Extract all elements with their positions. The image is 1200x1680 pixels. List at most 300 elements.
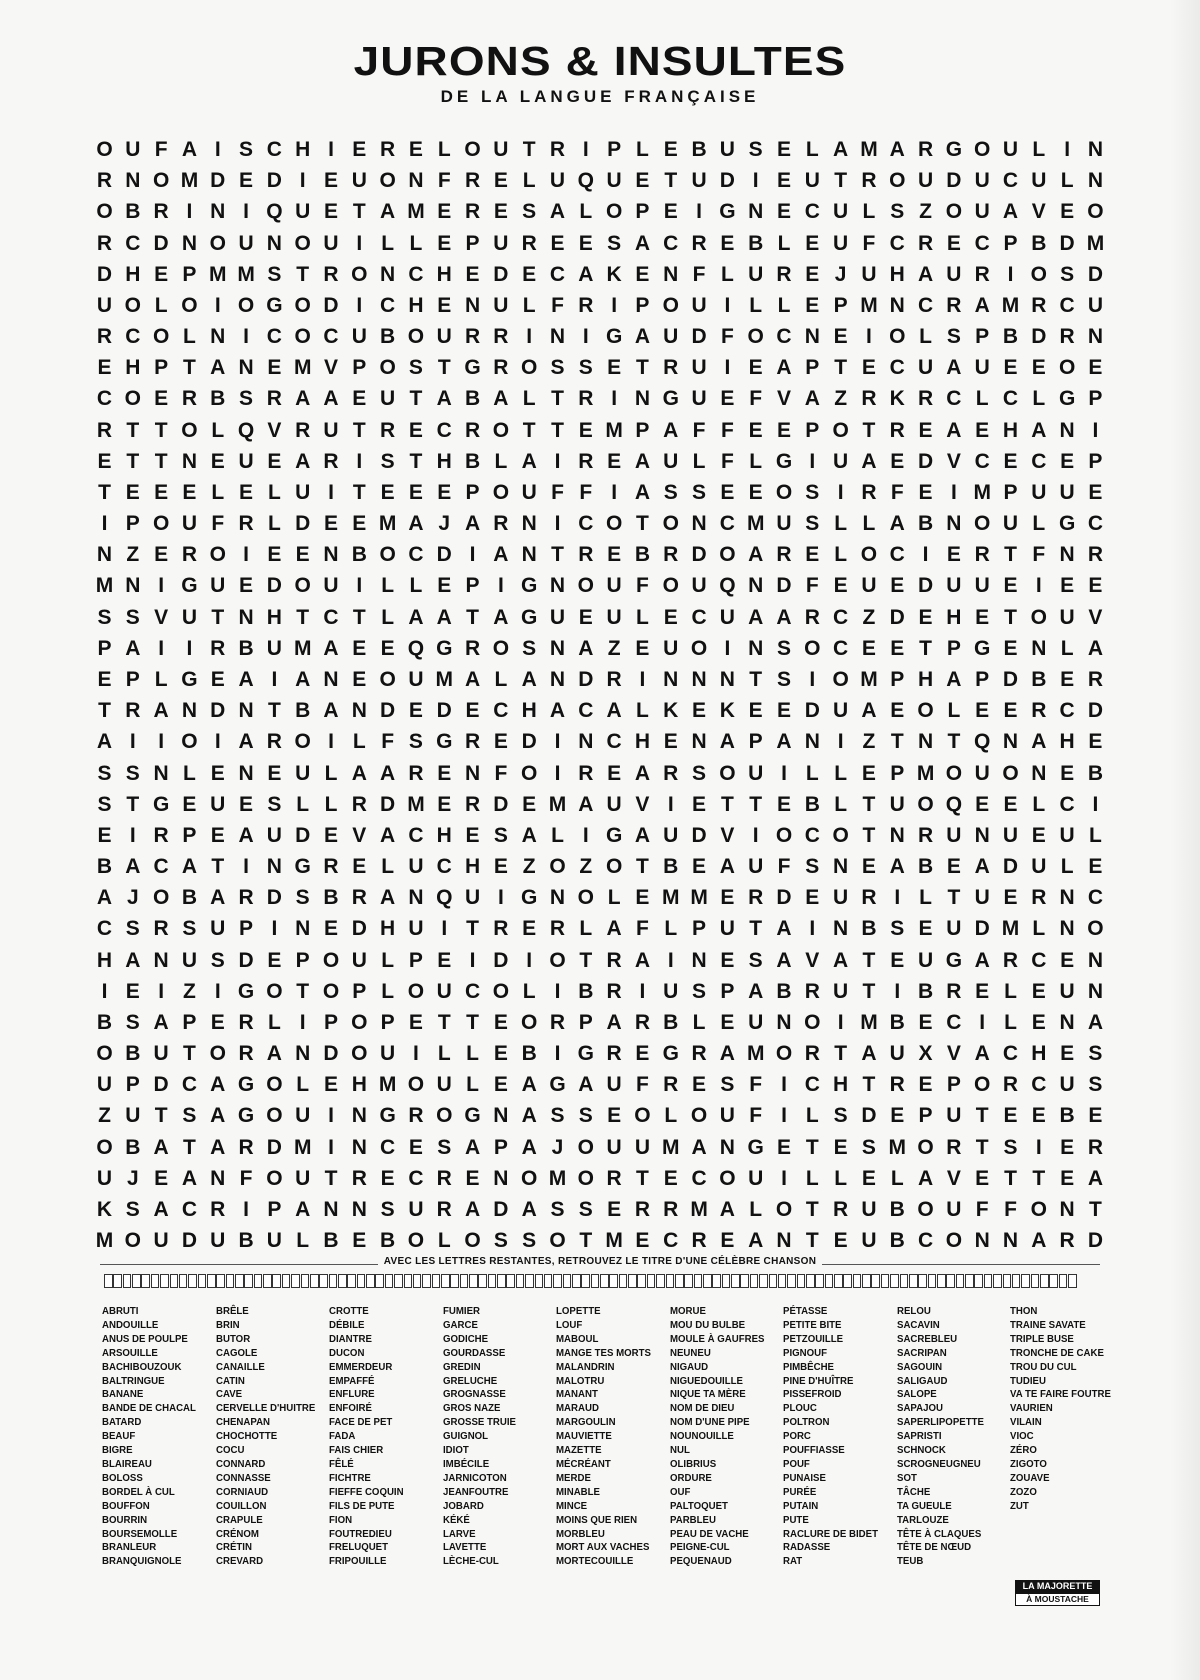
answer-box[interactable] — [619, 1274, 628, 1288]
grid-letter: S — [550, 1197, 565, 1221]
answer-box[interactable] — [404, 1274, 413, 1288]
answer-box[interactable] — [310, 1274, 319, 1288]
answer-box[interactable] — [825, 1274, 834, 1288]
answer-box[interactable] — [478, 1274, 487, 1288]
grid-letter: E — [1031, 1010, 1046, 1034]
grid-letter: A — [436, 605, 452, 629]
word-list-item: TRAINE SAVATE — [1010, 1318, 1086, 1331]
word-list-item: COUILLON — [215, 1499, 266, 1512]
grid-letter: S — [890, 200, 905, 224]
grid-letter: E — [1003, 886, 1018, 910]
grid-letter: R — [691, 1229, 707, 1253]
grid-letter: N — [408, 169, 424, 193]
answer-box[interactable] — [1049, 1274, 1058, 1288]
grid-letter: D — [436, 543, 452, 567]
grid-letter: D — [153, 231, 169, 255]
grid-letter: U — [663, 979, 679, 1003]
word-list-column — [216, 1305, 328, 1569]
answer-box[interactable] — [694, 1274, 703, 1288]
answer-box[interactable] — [104, 1274, 113, 1288]
answer-box[interactable] — [581, 1274, 590, 1288]
grid-letter: E — [890, 1104, 905, 1128]
grid-letter: C — [96, 917, 113, 941]
grid-letter: A — [521, 1104, 537, 1128]
answer-box[interactable] — [600, 1274, 609, 1288]
word-list-item: PARBLEU — [669, 1513, 716, 1526]
answer-box[interactable] — [385, 1274, 394, 1288]
word-list-item: FICHTRE — [329, 1471, 371, 1484]
grid-letter: R — [606, 979, 622, 1003]
grid-row — [92, 259, 1108, 290]
grid-letter: I — [271, 917, 278, 941]
answer-box[interactable] — [272, 1274, 281, 1288]
grid-letter: R — [833, 1197, 849, 1221]
answer-box[interactable] — [535, 1274, 544, 1288]
answer-box[interactable] — [871, 1274, 880, 1288]
grid-letter: L — [579, 200, 593, 224]
answer-box[interactable] — [375, 1274, 384, 1288]
word-list-item: TA GUEULE — [896, 1499, 952, 1512]
grid-letter: D — [691, 543, 707, 567]
grid-letter: R — [436, 1197, 452, 1221]
answer-box[interactable] — [647, 1274, 656, 1288]
grid-row — [92, 913, 1108, 944]
answer-box[interactable] — [516, 1274, 525, 1288]
grid-letter: E — [720, 886, 735, 910]
answer-box[interactable] — [675, 1274, 684, 1288]
answer-box[interactable] — [900, 1274, 909, 1288]
answer-box[interactable] — [357, 1274, 366, 1288]
grid-letter: I — [781, 761, 787, 785]
answer-box[interactable] — [965, 1274, 974, 1288]
grid-letter: T — [975, 1135, 989, 1159]
grid-letter: T — [466, 917, 479, 941]
grid-letter: U — [719, 605, 735, 629]
grid-letter: L — [720, 262, 734, 286]
grid-letter: O — [521, 1166, 538, 1190]
answer-box[interactable] — [506, 1274, 515, 1288]
answer-box[interactable] — [553, 1274, 562, 1288]
grid-letter: C — [181, 1073, 198, 1097]
answer-box[interactable] — [394, 1274, 403, 1288]
grid-letter: O — [152, 169, 170, 193]
grid-letter: A — [719, 1042, 735, 1066]
grid-letter: O — [407, 979, 425, 1003]
grid-row — [92, 664, 1108, 695]
grid-letter: L — [1060, 636, 1074, 660]
grid-letter: S — [125, 1010, 140, 1034]
grid-letter: U — [917, 356, 934, 380]
word-list-item: IMBÉCILE — [442, 1457, 489, 1470]
grid-letter: S — [97, 792, 112, 816]
answer-box[interactable] — [422, 1274, 431, 1288]
grid-letter: E — [1088, 1104, 1103, 1128]
grid-letter: H — [380, 917, 396, 941]
grid-letter: D — [1031, 325, 1047, 349]
grid-letter: R — [153, 823, 169, 847]
grid-letter: U — [1031, 855, 1047, 879]
grid-letter: U — [861, 1229, 877, 1253]
grid-letter: I — [299, 169, 306, 193]
grid-letter: E — [720, 231, 735, 255]
answer-box[interactable] — [226, 1274, 235, 1288]
answer-box[interactable] — [684, 1274, 693, 1288]
grid-letter: O — [577, 574, 594, 598]
answer-box[interactable] — [722, 1274, 731, 1288]
grid-letter: A — [153, 1197, 169, 1221]
grid-letter: D — [153, 1073, 169, 1097]
answer-box[interactable] — [1068, 1274, 1077, 1288]
answer-box[interactable] — [1059, 1274, 1068, 1288]
answer-box[interactable] — [1003, 1274, 1012, 1288]
grid-letter: V — [267, 418, 282, 442]
grid-letter: O — [96, 1135, 113, 1159]
answer-box[interactable] — [563, 1274, 572, 1288]
answer-box[interactable] — [815, 1274, 824, 1288]
grid-letter: C — [974, 231, 990, 255]
grid-letter: E — [890, 636, 905, 660]
answer-box[interactable] — [179, 1274, 188, 1288]
answer-box[interactable] — [637, 1274, 646, 1288]
answer-box[interactable] — [862, 1274, 871, 1288]
answer-box[interactable] — [769, 1274, 778, 1288]
grid-letter: U — [295, 1166, 311, 1190]
grid-letter: U — [351, 169, 367, 193]
grid-letter: R — [238, 1135, 254, 1159]
grid-letter: A — [493, 605, 509, 629]
grid-letter: R — [266, 730, 282, 754]
grid-letter: D — [210, 169, 226, 193]
grid-letter: I — [1064, 138, 1071, 162]
answer-box[interactable] — [1031, 1274, 1040, 1288]
answer-box[interactable] — [797, 1274, 806, 1288]
answer-box[interactable] — [609, 1274, 618, 1288]
grid-letter: P — [890, 761, 905, 785]
grid-letter: H — [436, 823, 452, 847]
answer-box[interactable] — [497, 1274, 506, 1288]
grid-letter: I — [894, 886, 901, 910]
word-list-item: FÊLÉ — [329, 1457, 354, 1470]
grid-letter: J — [438, 512, 451, 536]
grid-letter: B — [323, 1229, 339, 1253]
grid-letter: B — [125, 1135, 141, 1159]
answer-box[interactable] — [750, 1274, 759, 1288]
grid-letter: E — [578, 605, 593, 629]
grid-letter: P — [1088, 387, 1103, 411]
grid-letter: R — [153, 200, 169, 224]
grid-letter: O — [492, 418, 510, 442]
answer-box[interactable] — [731, 1274, 740, 1288]
answer-box[interactable] — [740, 1274, 749, 1288]
grid-letter: K — [719, 699, 735, 723]
answer-box[interactable] — [216, 1274, 225, 1288]
answer-box[interactable] — [984, 1274, 993, 1288]
grid-letter: E — [1088, 855, 1103, 879]
grid-row — [92, 851, 1108, 882]
grid-letter: P — [890, 668, 905, 691]
answer-box[interactable] — [450, 1274, 459, 1288]
grid-letter: Z — [834, 387, 848, 411]
grid-letter: N — [1059, 886, 1075, 910]
grid-letter: V — [776, 387, 791, 411]
word-list-item: GREDIN — [442, 1360, 481, 1373]
grid-letter: L — [664, 917, 678, 941]
grid-letter: O — [237, 293, 255, 317]
grid-letter: L — [805, 138, 819, 162]
grid-letter: U — [719, 917, 735, 941]
grid-letter: T — [267, 699, 281, 723]
grid-letter: A — [1087, 1166, 1104, 1190]
grid-letter: A — [266, 1042, 282, 1066]
answer-box[interactable] — [132, 1274, 141, 1288]
grid-letter: T — [437, 356, 451, 380]
grid-letter: E — [408, 699, 423, 723]
answer-box[interactable] — [198, 1274, 207, 1288]
answer-box[interactable] — [188, 1274, 197, 1288]
grid-letter: A — [634, 823, 651, 847]
answer-box[interactable] — [432, 1274, 441, 1288]
grid-letter: O — [351, 1010, 368, 1034]
grid-letter: N — [889, 293, 905, 317]
word-list-item: MANGE TES MORTS — [556, 1346, 652, 1359]
answer-box[interactable] — [909, 1274, 918, 1288]
grid-letter: O — [1087, 917, 1104, 941]
grid-letter: O — [181, 293, 198, 317]
answer-box[interactable] — [881, 1274, 890, 1288]
grid-letter: L — [409, 574, 423, 598]
grid-letter: N — [323, 668, 339, 691]
grid-letter: T — [720, 792, 734, 816]
grid-letter: N — [493, 1166, 509, 1190]
grid-letter: U — [833, 200, 849, 224]
grid-letter: E — [1031, 1104, 1046, 1128]
answer-box[interactable] — [113, 1274, 122, 1288]
grid-letter: B — [295, 699, 311, 723]
answer-box[interactable] — [890, 1274, 899, 1288]
answer-box[interactable] — [806, 1274, 815, 1288]
answer-box[interactable] — [291, 1274, 300, 1288]
grid-letter: O — [181, 418, 198, 442]
grid-letter: N — [946, 512, 962, 536]
grid-letter: I — [243, 200, 249, 224]
word-list-item: PURÉE — [783, 1485, 817, 1498]
answer-box[interactable] — [853, 1274, 862, 1288]
word-list-item: NOM DE DIEU — [669, 1402, 734, 1415]
grid-letter: T — [296, 605, 310, 629]
answer-box[interactable] — [712, 1274, 721, 1288]
grid-letter: R — [748, 886, 764, 910]
word-list-item: MORUE — [669, 1305, 706, 1317]
grid-letter: N — [748, 636, 764, 660]
grid-letter: E — [1031, 823, 1046, 847]
grid-letter: U — [153, 1042, 169, 1066]
answer-box[interactable] — [254, 1274, 263, 1288]
word-list-item: CREVARD — [215, 1555, 263, 1568]
answer-box[interactable] — [329, 1274, 338, 1288]
grid-letter: A — [974, 948, 990, 972]
grid-letter: M — [973, 480, 991, 504]
answer-box[interactable] — [656, 1274, 665, 1288]
answer-box[interactable] — [347, 1274, 356, 1288]
grid-letter: A — [889, 138, 905, 162]
word-list-item: KÉKÉ — [442, 1513, 470, 1526]
grid-letter: R — [889, 1073, 905, 1097]
answer-box[interactable] — [441, 1274, 450, 1288]
grid-letter: O — [804, 1010, 821, 1034]
grid-letter: U — [861, 1197, 877, 1221]
grid-letter: A — [521, 1197, 537, 1221]
word-list-item: PEAU DE VACHE — [669, 1527, 749, 1540]
answer-box[interactable] — [160, 1274, 169, 1288]
answer-box[interactable] — [1040, 1274, 1049, 1288]
answer-box[interactable] — [946, 1274, 955, 1288]
answer-box[interactable] — [918, 1274, 927, 1288]
answer-box[interactable] — [956, 1274, 965, 1288]
word-list-item: ZOZO — [1010, 1485, 1037, 1498]
answer-box[interactable] — [525, 1274, 534, 1288]
grid-letter: C — [125, 325, 141, 349]
answer-box[interactable] — [974, 1274, 983, 1288]
answer-box[interactable] — [170, 1274, 179, 1288]
word-list-item: IDIOT — [442, 1444, 469, 1457]
answer-box[interactable] — [151, 1274, 160, 1288]
grid-letter: E — [352, 512, 367, 536]
grid-letter: L — [324, 792, 338, 816]
answer-box[interactable] — [787, 1274, 796, 1288]
grid-letter: D — [493, 948, 509, 972]
grid-letter: N — [1002, 730, 1019, 754]
answer-box[interactable] — [366, 1274, 375, 1288]
answer-box[interactable] — [778, 1274, 787, 1288]
grid-letter: S — [493, 823, 508, 847]
grid-letter: T — [154, 418, 168, 442]
answer-box[interactable] — [928, 1274, 937, 1288]
answer-box[interactable] — [488, 1274, 497, 1288]
grid-letter: B — [1031, 668, 1047, 691]
grid-letter: A — [1031, 730, 1047, 754]
answer-box[interactable] — [301, 1274, 310, 1288]
grid-letter: R — [917, 138, 934, 162]
grid-letter: E — [663, 730, 678, 754]
answer-box[interactable] — [544, 1274, 553, 1288]
grid-letter: E — [239, 480, 254, 504]
grid-letter: I — [214, 730, 221, 754]
grid-letter: N — [748, 574, 764, 598]
answer-box[interactable] — [993, 1274, 1002, 1288]
grid-letter: L — [352, 730, 366, 754]
grid-letter: E — [607, 1104, 622, 1128]
grid-letter: O — [719, 1166, 736, 1190]
grid-letter: N — [578, 730, 594, 754]
grid-letter: C — [1031, 449, 1047, 473]
answer-box[interactable] — [1021, 1274, 1030, 1288]
answer-box[interactable] — [759, 1274, 768, 1288]
answer-box[interactable] — [338, 1274, 347, 1288]
answer-box[interactable] — [207, 1274, 216, 1288]
answer-box[interactable] — [244, 1274, 253, 1288]
grid-letter: T — [749, 668, 763, 691]
grid-letter: T — [862, 792, 876, 816]
grid-letter: O — [747, 325, 764, 349]
answer-box[interactable] — [843, 1274, 852, 1288]
answer-box[interactable] — [413, 1274, 422, 1288]
grid-letter: F — [579, 480, 593, 504]
grid-letter: M — [860, 293, 878, 317]
answer-box[interactable] — [703, 1274, 712, 1288]
grid-letter: O — [1087, 200, 1104, 224]
grid-letter: S — [776, 636, 791, 660]
grid-letter: S — [805, 480, 820, 504]
grid-letter: P — [267, 1197, 282, 1221]
grid-letter: R — [804, 605, 820, 629]
grid-letter: E — [239, 574, 254, 598]
grid-letter: R — [238, 512, 254, 536]
grid-letter: E — [1003, 792, 1018, 816]
answer-box[interactable] — [235, 1274, 244, 1288]
grid-letter: O — [719, 543, 736, 567]
grid-letter: N — [380, 262, 396, 286]
grid-letter: C — [266, 325, 282, 349]
grid-letter: L — [267, 1010, 281, 1034]
answer-box[interactable] — [937, 1274, 946, 1288]
answer-box[interactable] — [319, 1274, 328, 1288]
grid-letter: L — [1060, 855, 1074, 879]
grid-letter: U — [153, 1229, 169, 1253]
grid-letter: P — [635, 200, 650, 224]
grid-letter: B — [181, 886, 198, 910]
answer-box[interactable] — [469, 1274, 478, 1288]
grid-letter: B — [663, 1010, 679, 1034]
grid-letter: R — [96, 418, 113, 442]
grid-letter: O — [96, 138, 113, 162]
grid-letter: R — [464, 418, 481, 442]
answer-box[interactable] — [834, 1274, 843, 1288]
answer-box[interactable] — [123, 1274, 132, 1288]
grid-letter: M — [407, 200, 425, 224]
grid-letter: A — [634, 948, 651, 972]
grid-letter: P — [692, 917, 707, 941]
answer-box[interactable] — [141, 1274, 150, 1288]
answer-box[interactable] — [263, 1274, 272, 1288]
grid-letter: A — [719, 730, 735, 754]
answer-box[interactable] — [1012, 1274, 1021, 1288]
grid-letter: E — [861, 761, 876, 785]
grid-letter: O — [492, 979, 510, 1003]
grid-letter: N — [408, 886, 424, 910]
grid-letter: L — [296, 792, 310, 816]
answer-box[interactable] — [666, 1274, 675, 1288]
answer-box[interactable] — [460, 1274, 469, 1288]
grid-letter: E — [720, 1229, 735, 1253]
grid-letter: A — [1087, 636, 1104, 660]
grid-letter: G — [152, 792, 170, 816]
answer-box[interactable] — [591, 1274, 600, 1288]
answer-box[interactable] — [282, 1274, 291, 1288]
grid-letter: A — [974, 293, 990, 317]
grid-letter: T — [352, 605, 366, 629]
word-list-item: TEUB — [896, 1555, 923, 1568]
grid-letter: T — [551, 418, 564, 442]
grid-letter: U — [606, 574, 622, 598]
grid-letter: O — [379, 668, 396, 691]
grid-row — [92, 352, 1108, 383]
grid-letter: I — [101, 512, 108, 536]
answer-box[interactable] — [572, 1274, 581, 1288]
answer-box[interactable] — [628, 1274, 637, 1288]
grid-letter: P — [607, 138, 622, 162]
grid-letter: O — [322, 948, 340, 972]
grid-letter: Z — [919, 200, 932, 224]
